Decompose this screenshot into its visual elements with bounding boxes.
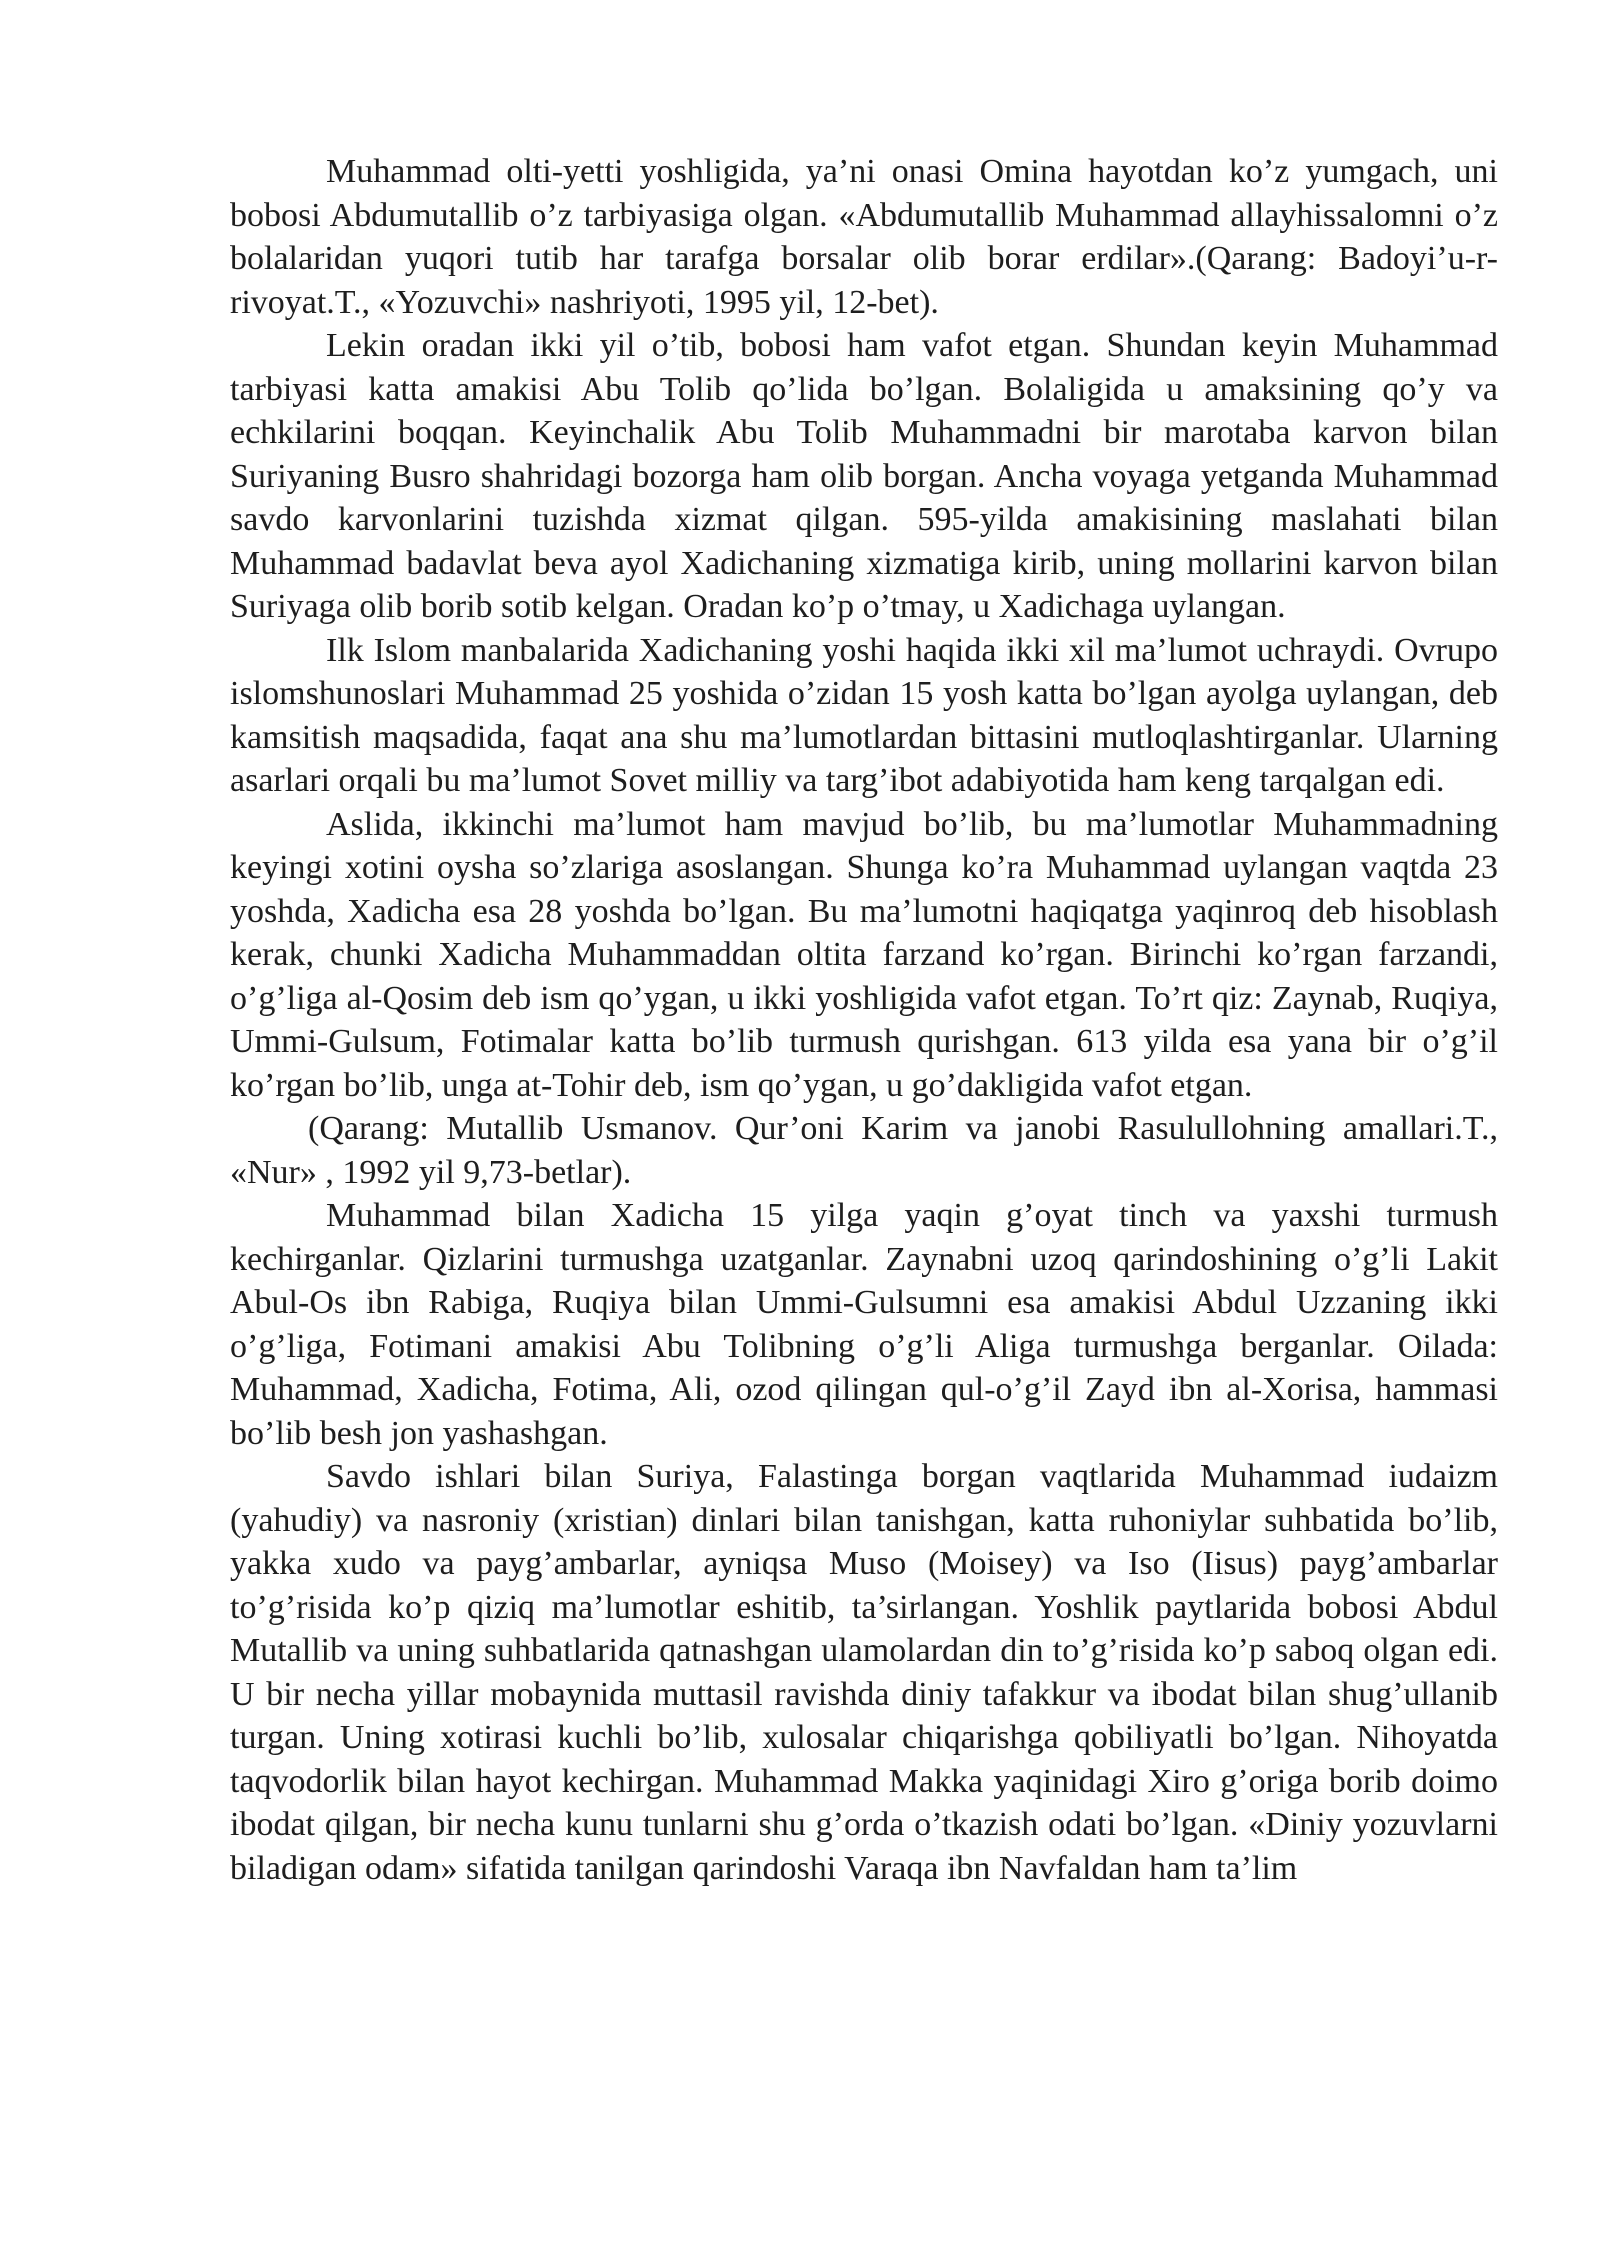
paragraph-family: Muhammad bilan Xadicha 15 yilga yaqin g’oyat tinch va yaxshi turmush kechirganlar. Qizlarini turmushga uzatganlar. Zaynabni uzoq qarindoshining o’g’li Lakit Abul-Os ibn Rabiga, Ruqiya bilan Ummi-Gulsumni esa amakisi Abdul Uzzaning ikki o’g’liga, Fotimani amakisi Abu Tolibning o’g’li Aliga turmushga berganlar. Oilada: Muhammad, Xadicha, Fotima, Ali, ozod qilingan qul-o’g’il Zayd ibn al-Xorisa, hammasi bo’lib besh jon yashashgan. xyxy=(230,1197,1498,1452)
paragraph-reference: (Qarang: Mutallib Usmanov. Qur’oni Karim va janobi Rasulullohning amallari.T., «Nur» , 1992 yil 9,73-betlar). xyxy=(230,1110,1498,1191)
paragraph-second-account: Aslida, ikkinchi ma’lumot ham mavjud bo’lib, bu ma’lumotlar Muhammadning keyingi xotini oysha so’zlariga asoslangan. Shunga ko’ra Muhammad uylangan vaqtda 23 yoshda, Xadicha esa 28 yoshda bo’lgan. Bu ma’lumotni haqiqatga yaqinroq deb hisoblash kerak, chunki Xadicha Muhammaddan oltita farzand ko’rgan. Birinchi ko’rgan farzandi, o’g’liga al-Qosim deb ism qo’ygan, u ikki yoshligida vafot etgan. To’rt qiz: Zaynab, Ruqiya, Ummi-Gulsum, Fotimalar katta bo’lib turmush qurishgan. 613 yilda esa yana bir o’g’il ko’rgan bo’lib, unga at-Tohir deb, ism qo’ygan, u go’dakligida vafot etgan. xyxy=(230,805,1498,1104)
paragraph-childhood: Muhammad olti-yetti yoshligida, ya’ni onasi Omina hayotdan ko’z yumgach, uni bobosi Abdumutallib o’z tarbiyasiga olgan. «Abdumutallib Muhammad allayhissalomni o’z bolalaridan yuqori tutib har tarafga borsalar olib borar erdilar».(Qarang: Badoyi’u-r-rivoyat.T., «Yozuvchi» nashriyoti, 1995 yil, 12-bet). xyxy=(230,153,1498,321)
document-page xyxy=(230,150,1498,1890)
paragraph-abu-tolib: Lekin oradan ikki yil o’tib, bobosi ham vafot etgan. Shundan keyin Muhammad tarbiyasi katta amakisi Abu Tolib qo’lida bo’lgan. Bolaligida u amaksining qo’y va echkilarini boqqan. Keyinchalik Abu Tolib Muhammadni bir marotaba karvon bilan Suriyaning Busro shahridagi bozorga ham olib borgan. Ancha voyaga yetganda Muhammad savdo karvonlarini tuzishda xizmat qilgan. 595-yilda amakisining maslahati bilan Muhammad badavlat beva ayol Xadichaning xizmatiga kirib, uning mollarini karvon bilan Suriyaga olib borib sotib kelgan. Oradan ko’p o’tmay, u Xadichaga uylangan. xyxy=(230,327,1498,625)
paragraph-xadicha-age: Ilk Islom manbalarida Xadichaning yoshi haqida ikki xil ma’lumot uchraydi. Ovrupo islomshunoslari Muhammad 25 yoshida o’zidan 15 yosh katta bo’lgan ayolga uylangan, deb kamsitish maqsadida, faqat ana shu ma’lumotlardan bittasini mutloqlashtirganlar. Ularning asarlari orqali bu ma’lumot Sovet milliy va targ’ibot adabiyotida ham keng tarqalgan edi. xyxy=(230,631,1498,799)
paragraph-religion: Savdo ishlari bilan Suriya, Falastinga borgan vaqtlarida Muhammad iudaizm (yahudiy) va nasroniy (xristian) dinlari bilan tanishgan, katta ruhoniylar suhbatida bo’lib, yakka xudo va payg’ambarlar, ayniqsa Muso (Moisey) va Iso (Iisus) payg’ambarlar to’g’risida ko’p qiziq ma’lumotlar eshitib, ta’sirlangan. Yoshlik paytlarida bobosi Abdul Mutallib va uning suhbatlarida qatnashgan ulamolardan din to’g’risida ko’p saboq olgan edi. U bir necha yillar mobaynida muttasil ravishda diniy tafakkur va ibodat bilan shug’ullanib turgan. Uning xotirasi kuchli bo’lib, xulosalar chiqarishga qobiliyatli bo’lgan. Nihoyatda taqvodorlik bilan hayot kechirgan. Muhammad Makka yaqinidagi Xiro g’origa borib doimo ibodat qilgan, bir necha kunu tunlarni shu g’orda o’tkazish odati bo’lgan. «Diniy yozuvlarni biladigan odam» sifatida tanilgan qarindoshi Varaqa ibn Navfaldan ham ta’lim xyxy=(230,1458,1498,1887)
